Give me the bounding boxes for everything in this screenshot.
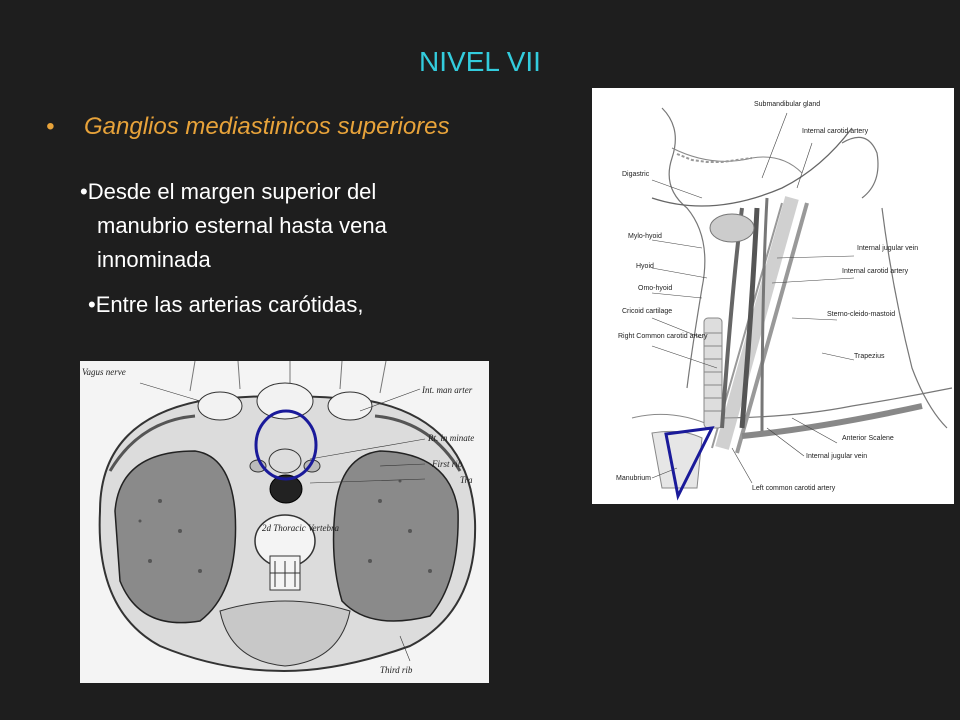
neck-anatomy-figure xyxy=(592,88,954,504)
label-rt-inn: Rt. in minate xyxy=(428,433,475,443)
label-trapezius: Trapezius xyxy=(854,353,885,360)
label-vertebra: 2d Thoracic Vertebra xyxy=(262,523,339,533)
label-first-rib: First rib xyxy=(432,459,463,469)
neck-anatomy-illustration xyxy=(592,88,954,504)
slide-title: NIVEL VII xyxy=(419,46,541,77)
bullet-range-line1: •Desde el margen superior del xyxy=(80,179,377,204)
subtitle-text: Ganglios mediastinicos superiores xyxy=(84,113,450,140)
label-vagus: Vagus nerve xyxy=(82,367,126,377)
label-int-jugular2: Internal jugular vein xyxy=(806,453,868,460)
label-int-carotid: Internal carotid artery xyxy=(802,128,869,135)
label-tra: Tra xyxy=(460,475,473,485)
thoracic-cross-section-illustration xyxy=(80,361,489,683)
label-omohyoid: Omo-hyoid xyxy=(638,285,673,292)
label-scm: Sterno-cleido-mastoid xyxy=(827,311,896,318)
label-right-common: Right Common carotid artery xyxy=(618,333,708,340)
label-int-mam: Int. man arter xyxy=(422,385,473,395)
label-third-rib: Third rib xyxy=(380,665,413,675)
bullet-carotids: •Entre las arterias carótidas, xyxy=(88,292,364,317)
label-left-common: Left common carotid artery xyxy=(752,485,836,492)
label-hyoid: Hyoid xyxy=(636,263,654,270)
bullet-range-line2: manubrio esternal hasta vena xyxy=(97,213,387,238)
bullet-range-line3: innominada xyxy=(97,247,211,272)
label-digastric: Digastric xyxy=(622,171,650,178)
subtitle-bullet: • xyxy=(46,113,55,140)
label-mylohyoid: Mylo-hyoid xyxy=(628,233,662,240)
label-ext-carotid: Internal carotid artery xyxy=(842,268,909,275)
label-manubrium: Manubrium xyxy=(616,475,652,482)
thoracic-cross-section-figure xyxy=(80,361,489,683)
bullet-range xyxy=(80,175,500,277)
label-cricoid: Cricoid cartilage xyxy=(622,308,673,315)
label-ant-scalene: Anterior Scalene xyxy=(842,435,894,442)
label-submandibular: Submandibular gland xyxy=(754,101,821,108)
label-int-jugular: Internal jugular vein xyxy=(857,245,919,252)
